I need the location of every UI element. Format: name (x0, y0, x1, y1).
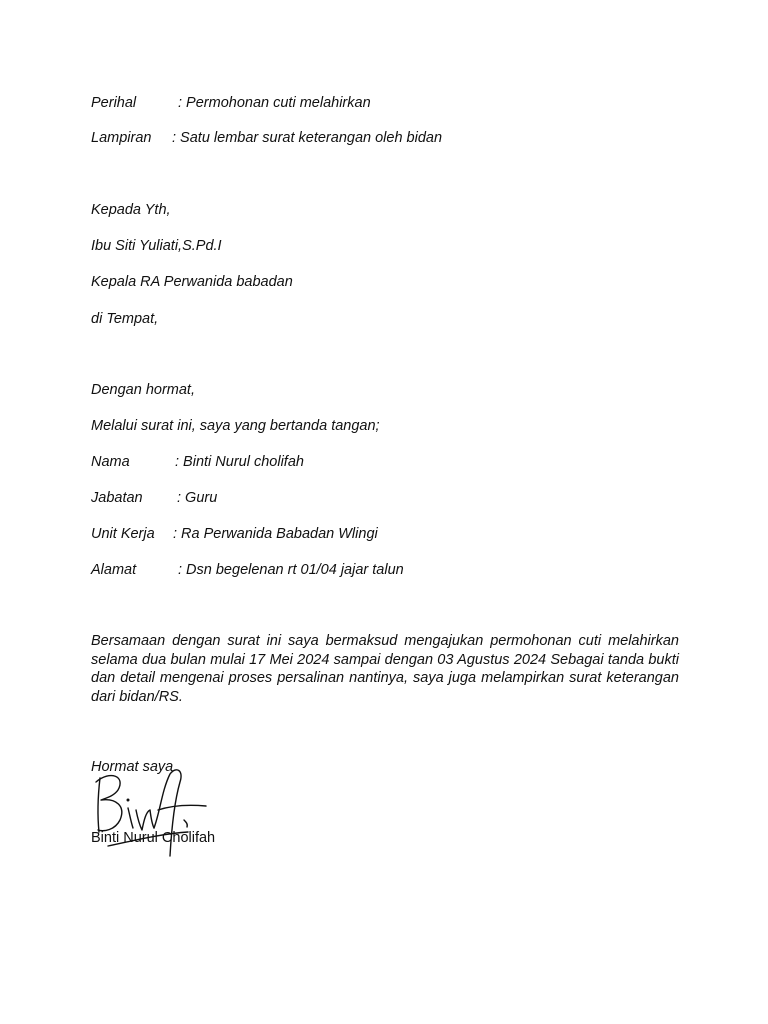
perihal-label: Perihal (91, 95, 137, 111)
lampiran-value: : Satu lembar surat keterangan oleh bidan (172, 130, 443, 146)
recipient-line-4: di Tempat, (91, 311, 159, 327)
alamat-label: Alamat (91, 562, 137, 578)
greeting: Dengan hormat, (91, 382, 195, 398)
jabatan-value: : Guru (177, 490, 218, 506)
lampiran-label: Lampiran (91, 130, 152, 146)
closing-salutation: Hormat saya (91, 759, 174, 775)
signer-name: Binti Nurul Cholifah (91, 830, 216, 846)
jabatan-label: Jabatan (91, 490, 143, 506)
nama-row (91, 453, 304, 471)
recipient-line-3: Kepala RA Perwanida babadan (91, 274, 293, 290)
jabatan-row (91, 489, 217, 507)
intro-line: Melalui surat ini, saya yang bertanda tangan; (91, 418, 380, 434)
perihal-row (91, 94, 371, 112)
unit-kerja-row (91, 525, 378, 543)
alamat-value: : Dsn begelenan rt 01/04 jajar talun (178, 562, 404, 578)
perihal-value: : Permohonan cuti melahirkan (178, 95, 371, 111)
body-paragraph: Bersamaan dengan surat ini saya bermaksud mengajukan permohonan cuti melahirkan selama dua bulan mulai 17 Mei 2024 sampai dengan 03 Agustus 2024 Sebagai tanda bukti dan detail mengenai proses persalinan nantinya, saya juga melampirkan surat keterangan dari bidan/RS. (91, 633, 679, 705)
recipient-line-2: Ibu Siti Yuliati,S.Pd.I (91, 238, 222, 254)
handwritten-signature (88, 760, 218, 870)
lampiran-row (91, 129, 442, 147)
alamat-row (91, 561, 404, 579)
unit-kerja-label: Unit Kerja (91, 526, 155, 542)
nama-label: Nama (91, 454, 130, 470)
recipient-line-1: Kepada Yth, (91, 202, 171, 218)
unit-kerja-value: : Ra Perwanida Babadan Wlingi (173, 526, 378, 542)
nama-value: : Binti Nurul cholifah (175, 454, 304, 470)
